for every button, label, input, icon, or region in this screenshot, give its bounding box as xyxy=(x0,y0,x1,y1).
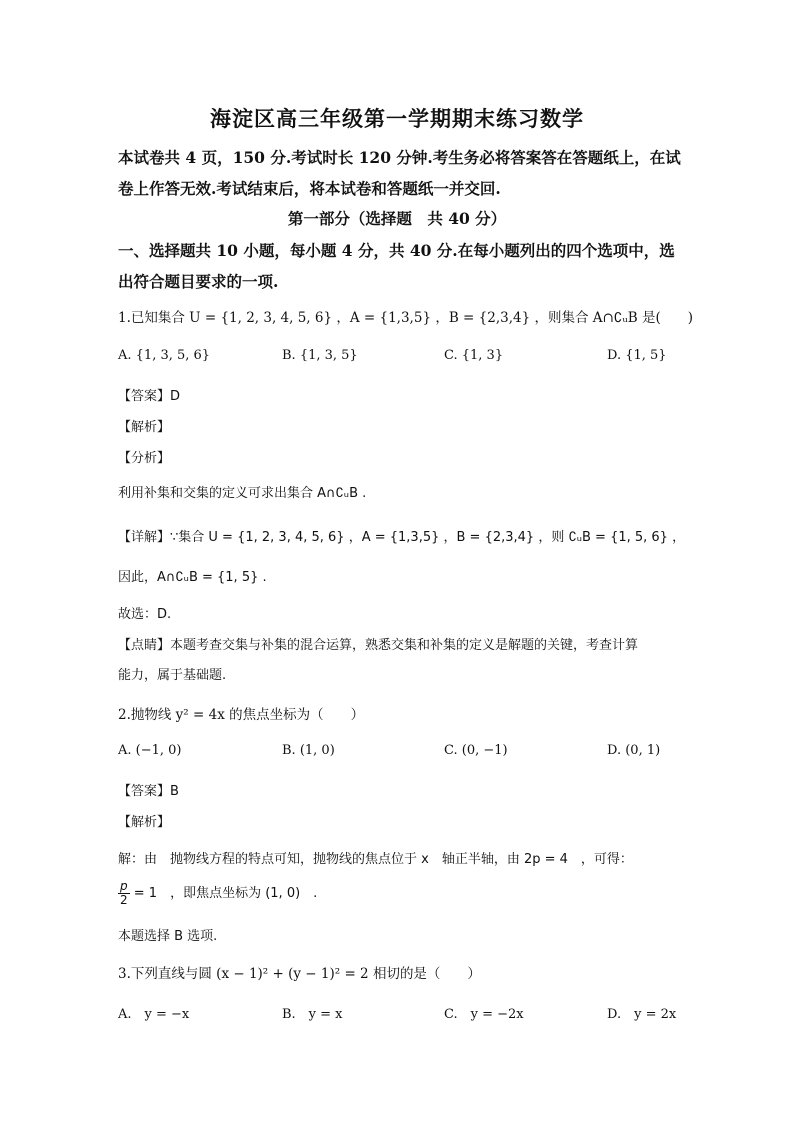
q2-answer: 【答案】B xyxy=(118,784,179,799)
q1-option-b: B. {1, 3, 5} xyxy=(282,348,358,363)
q1-option-d: D. {1, 5} xyxy=(607,348,667,363)
q3-option-b: B. y = x xyxy=(282,1007,343,1022)
q1-choose: 故选：D. xyxy=(118,607,172,622)
q2-option-c: C. (0, −1) xyxy=(444,743,508,758)
q1-answer: 【答案】D xyxy=(118,389,181,404)
intro-line-2: 卷上作答无效.考试结束后，将本试卷和答题纸一并交回. xyxy=(118,179,501,198)
q1-comment-2: 能力，属于基础题. xyxy=(118,668,227,683)
q2-select: 本题选择 B 选项. xyxy=(118,929,218,944)
q1-therefore: 因此，A∩∁ᵤB = {1, 5} . xyxy=(118,570,267,585)
part-heading: 第一部分（选择题 共 40 分） xyxy=(287,209,507,228)
page-title: 海淀区高三年级第一学期期末练习数学 xyxy=(210,106,584,131)
q2-solution: 解：由 抛物线方程的特点可知，抛物线的焦点位于 x 轴正半轴，由 2p = 4 ，可得： xyxy=(118,852,633,867)
q3-option-c: C. y = −2x xyxy=(444,1007,524,1022)
q2-option-b: B. (1, 0) xyxy=(282,743,335,758)
q3-option-d: D. y = 2x xyxy=(607,1007,677,1022)
q1-analysis-label: 【解析】 xyxy=(118,420,171,435)
q2-option-a: A. (−1, 0) xyxy=(118,743,182,758)
intro-line-1: 本试卷共 4 页，150 分.考试时长 120 分钟.考生务必将答案答在答题纸上，在试 xyxy=(118,148,681,167)
q1-fenxi: 利用补集和交集的定义可求出集合 A∩∁ᵤB . xyxy=(118,486,367,501)
q1-comment-1: 【点睛】本题考查交集与补集的混合运算，熟悉交集和补集的定义是解题的关键，考查计算 xyxy=(118,638,639,653)
section-line-1: 一、选择题共 10 小题，每小题 4 分，共 40 分.在每小题列出的四个选项中，选 xyxy=(118,241,675,260)
q1-stem: 1.已知集合 U = {1, 2, 3, 4, 5, 6} ，A = {1,3,5} ，B = {2,3,4} ，则集合 A∩∁ᵤB 是( ) xyxy=(118,310,694,326)
q1-detail: 【详解】∵集合 U = {1, 2, 3, 4, 5, 6} ，A = {1,3,5} ，B = {2,3,4} ，则 ∁ᵤB = {1, 5, 6} ， xyxy=(118,530,686,545)
fraction-p-over-2: $\frac{p}{2}$ xyxy=(120,879,128,907)
q3-stem: 3.下列直线与圆 (x − 1)² + (y − 1)² = 2 相切的是（ ） xyxy=(118,966,481,982)
q1-fenxi-label: 【分析】 xyxy=(118,451,171,466)
q2-stem: 2.抛物线 y² = 4x 的焦点坐标为（ ） xyxy=(118,707,365,723)
q1-option-a: A. {1, 3, 5, 6} xyxy=(118,348,211,363)
q3-option-a: A. y = −x xyxy=(118,1007,190,1022)
section-line-2: 出符合题目要求的一项. xyxy=(118,272,279,291)
q1-option-c: C. {1, 3} xyxy=(444,348,504,363)
q2-analysis-label: 【解析】 xyxy=(118,815,171,830)
q2-solution-line-2: $\frac{p}{2}$ = 1 ，即焦点坐标为 (1, 0) . xyxy=(120,879,318,907)
q2-option-d: D. (0, 1) xyxy=(607,743,661,758)
